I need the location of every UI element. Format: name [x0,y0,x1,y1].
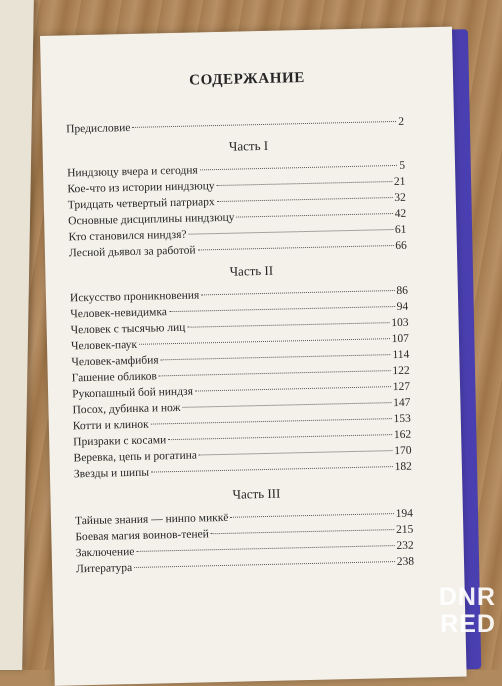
toc-label: Рукопашный бой ниндзя [72,385,194,401]
dot-leader [151,466,393,472]
toc-label: Литература [75,562,133,576]
toc-page-number: 107 [391,332,410,346]
watermark-line: RED [440,610,496,638]
toc-page-number: 5 [399,159,406,172]
toc-page-number: 61 [394,223,407,236]
dot-leader [168,434,392,440]
dot-leader [217,181,392,186]
watermark-line: DNR [438,583,496,611]
page-title: СОДЕРЖАНИЕ [189,70,306,89]
toc-label: Основные дисциплины ниндзюцу [68,211,235,228]
toc-page-number: 42 [394,207,407,220]
toc-label: Предисловие [65,121,131,136]
part-heading: Часть III [232,485,281,502]
toc-label: Человек-амфибия [71,354,159,369]
toc-page-number: 114 [392,348,410,362]
dot-leader [134,561,395,568]
toc-label: Котти и клинок [72,418,149,433]
toc-page-number: 66 [395,239,407,252]
toc-row-preface [66,114,404,138]
toc-page-number: 2 [398,115,405,128]
toc-page-number: 86 [396,284,409,297]
dot-leader [211,529,394,534]
dot-leader [161,354,391,360]
toc-label: Человек с тысячью лиц [70,321,186,337]
toc-label: Заключение [75,545,135,560]
toc-page-number: 194 [395,507,414,521]
toc-label: Человек-невидимка [70,306,168,321]
toc-label: Веревка, цепь и рогатина [73,449,198,465]
dot-leader [198,245,394,250]
toc-label: Боевая магия воинов-теней [75,528,209,544]
toc-page-number: 103 [391,316,409,330]
toc-page-number: 127 [392,380,411,394]
toc-label: Призраки с косами [73,434,167,449]
dot-leader [189,229,393,235]
dot-leader [200,165,398,170]
part-heading: Часть II [229,262,274,279]
book-page [40,27,467,686]
dot-leader [151,418,392,424]
toc-page-number: 147 [393,396,411,410]
toc-label: Тайные знания — нинпо миккё [74,511,229,528]
toc-page-number: 238 [396,555,415,569]
toc-label: Человек-паук [70,338,138,353]
toc-page-number: 162 [393,428,412,442]
dot-leader [217,197,393,202]
toc-page-number: 215 [395,523,414,537]
dot-leader [230,513,393,518]
toc-label: Лесной дьявол за работой [68,244,196,260]
toc-label: Кто становился ниндзя? [68,228,187,244]
toc-page-number: 122 [392,364,410,378]
toc-label: Гашение обликов [71,370,157,385]
toc-page-number: 170 [394,444,412,458]
dot-leader [236,213,392,218]
toc-label: Посох, дубинка и нож [72,401,181,417]
toc-label: Ниндзюцу вчера и сегодня [66,164,198,180]
dot-leader [201,290,394,295]
dot-leader [139,338,390,345]
dot-leader [195,386,391,391]
toc-label: Звезды и шипы [73,466,150,481]
dot-leader [182,402,391,408]
toc-page-number: 232 [396,539,414,553]
toc-label: Тридцать четвертый патриарх [67,196,215,212]
toc-page-number: 153 [393,412,411,426]
toc-page-number: 94 [396,300,409,313]
dot-leader [169,306,395,312]
toc-label: Кое-что из истории ниндзюцу [67,180,215,196]
dot-leader [187,322,389,328]
toc-page-number: 182 [394,460,413,474]
dot-leader [199,450,392,455]
watermark-logo [404,584,496,638]
dot-leader [159,370,391,376]
toc-page-number: 21 [393,175,406,189]
dot-leader [132,121,396,128]
part-heading: Часть I [228,137,269,154]
toc-page-number: 32 [394,191,406,205]
toc-label: Искусство проникновения [69,289,200,305]
dot-leader [136,545,394,552]
